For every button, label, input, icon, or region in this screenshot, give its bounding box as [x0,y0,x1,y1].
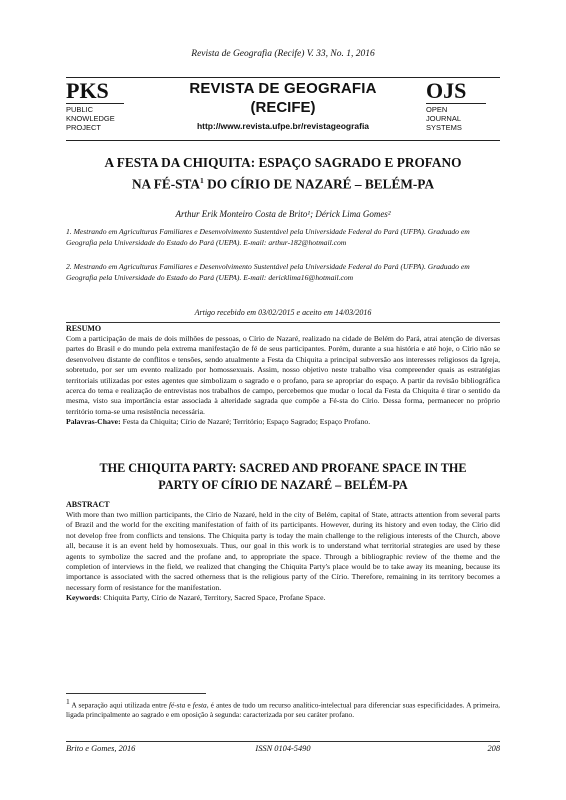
keywords-list: : Chiquita Party, Círio de Nazaré, Territory, Sacred Space, Profane Space. [99,593,326,603]
title-line: A FESTA DA CHIQUITA: ESPAÇO SAGRADO E PROFANO [104,155,462,170]
footnote [66,697,500,720]
keywords-label: Keywords [66,593,100,603]
footnote-text: e [185,700,193,710]
title-line: PARTY OF CÍRIO DE NAZARÉ – BELÉM-PA [158,478,408,492]
resumo-text: Com a participação de mais de dois milhões de pessoas, o Círio de Nazaré, realizado na cidade de Belém do Pará, atrai atenção de diversas partes do Brasil e do mundo pela extrema manifestação de fé de seus participantes. Porém, durante a sua história e até hoje, o Círio não se desenvolveu distante de conflitos e tensões, sendo atualmente a Festa da Chiquita a principal subversão aos interesses religiosos da Igreja, sobretudo, por ser um evento realizado por homossexuais. Assim, nosso objetivo neste trabalho visa compreender quais as estratégias territoriais utilizadas por estes agentes que simbolizam o sagrado e o profano, para se apropriar do espaço. A partir da revisão bibliográfica acerca do tema e realização de entrevistas nos trabalhos de campo, percebemos que mudar o local da Festa da Chiquita é tirar o sentido da mesma, visto sua importância estar associada à alteridade sagrada que compõe a Fé-sta do Círio. Dessa forma, permanecer no próprio território torna-se uma resistência necessária. [66,334,500,416]
footer-divider [66,741,500,742]
abstract-text: With more than two million participants, the Círio de Nazaré, held in the city of Belém, capital of State, attracts attention from several parts of Brazil and the world for the exciting manifestation of faith of its participants. However, during its history and even today, the Círio did not develop free from conflicts and tensions. The Chiquita party is today the main challenge to the religious interests of the Church, above all, because it is an event held by homosexuals. Thus, our goal in this work is to understand what territorial strategies are used by these agents to symbolize the sacred and the profane and, to appropriate the space. Through a bibliographic review of the theme and the completion of interviews in the field, we realized that changing the Chiquita Party's place would be to take away its meaning, because its importance is associated with the sacred otherness that is the religious party of the Círio. Therefore, remaining in its territory becomes a necessary form of resistance for the manifestation. [66,510,500,592]
abstract-keywords [66,593,500,603]
ojs-logo [426,80,500,132]
page-number: 208 [487,744,500,753]
masthead-center [146,80,420,133]
footnote-divider [66,693,206,694]
pks-logo-line: KNOWLEDGE [66,114,115,123]
ojs-logo-line: JOURNAL [426,114,462,123]
keywords-list: Festa da Chiquita; Círio de Nazaré; Território; Espaço Sagrado; Espaço Profano. [120,417,371,427]
resumo-section [66,322,500,428]
ojs-logo-line: OPEN [426,105,448,114]
pks-logo-rule [66,103,124,104]
author-affiliation-1: 1. Mestrando em Agriculturas Familiares e Desenvolvimento Sustentável pela Universidade Federal do Pará (UFPA). Graduado em Geografia pela Universidade do Estado do Pará (UEPA). E-mail: arthur-182@hotmail.com [66,227,470,247]
pks-logo-line: PUBLIC [66,105,94,114]
title-line [40,172,526,193]
pks-logo [66,80,136,132]
resumo-heading: RESUMO [66,324,102,333]
ojs-logo-line: SYSTEMS [426,123,462,132]
received-accepted-dates: Artigo recebido em 03/02/2015 e aceito em 14/03/2016 [194,308,372,317]
footnote-reference[interactable]: 1 [200,176,204,185]
article-title-english [40,460,526,494]
authors-line: Arthur Erik Monteiro Costa de Brito¹; Dérick Lima Gomes² [175,209,391,219]
journal-masthead [66,77,500,141]
keywords-label: Palavras-Chave: [66,417,121,427]
author-affiliation-2: 2. Mestrando em Agriculturas Familiares e Desenvolvimento Sustentável pela Universidade Federal do Pará (UFPA). Graduado em Geografia pela Universidade do Estado do Pará (UEPA). E-mail: dericklima16@hotmail.com [66,262,470,282]
pks-logo-line: PROJECT [66,123,102,132]
resumo-keywords [66,417,500,427]
abstract-section [66,499,500,604]
pks-logo-title: PKS [66,78,109,103]
footnote-italic-term: fé-sta [168,700,186,710]
title-line: THE CHIQUITA PARTY: SACRED AND PROFANE SPACE IN THE [99,461,467,475]
title-fragment: DO CÍRIO DE NAZARÉ – BELÉM-PA [203,176,435,192]
article-title-portuguese [40,154,526,193]
footer-authors-year: Brito e Gomes, 2016 [66,744,136,753]
journal-title: REVISTA DE GEOGRAFIA [189,80,377,97]
footer-issn: ISSN 0104-5490 [255,744,311,753]
title-fragment: NA FÉ-STA [131,176,201,192]
ojs-logo-title: OJS [426,78,467,103]
journal-citation-header: Revista de Geografia (Recife) V. 33, No. 1, 2016 [191,49,375,59]
footnote-text: , é antes de tudo um recurso analítico-intelectual para diferenciar suas especificidades. A primeira, ligada principalmente ao sagrado e em oposição à segunda: caracterizada por seu caráter profano. [66,700,500,720]
abstract-heading: ABSTRACT [66,500,110,509]
footnote-italic-term: festa [192,700,207,710]
footnote-number: 1 [66,697,70,706]
journal-url-link[interactable]: http://www.revista.ufpe.br/revistageografia [196,121,370,131]
footnote-text: A separação aqui utilizada entre [69,700,169,710]
journal-subtitle: (RECIFE) [250,99,316,116]
ojs-logo-rule [426,103,486,104]
